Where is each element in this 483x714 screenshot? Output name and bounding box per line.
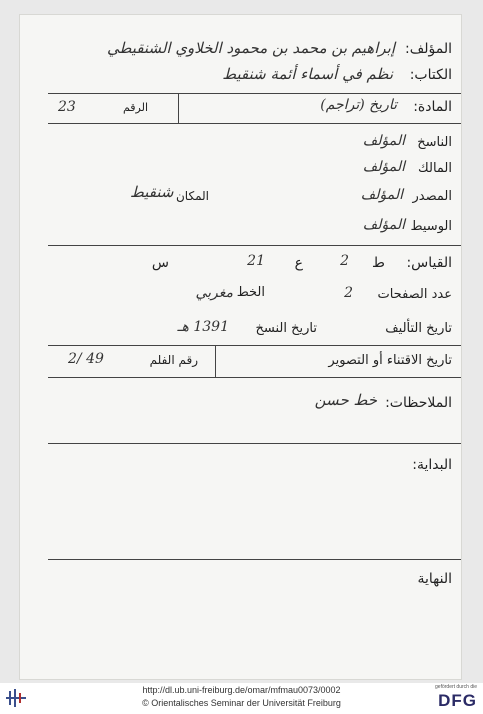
book-value: نظم في أسماء أئمة شنقيط: [222, 65, 393, 83]
author-label: المؤلف:: [405, 41, 452, 57]
place-value: شنقيط: [130, 183, 174, 201]
beginning-top-rule: [48, 443, 461, 444]
copy-date-value: 1391 هـ: [177, 319, 229, 335]
beginning-label: البداية:: [412, 457, 452, 473]
composition-date-label: تاريخ التأليف: [385, 321, 452, 336]
subject-bottom-rule: [48, 123, 461, 124]
copyist-label: الناسخ: [417, 135, 452, 150]
film-number-value: 2/ 49: [68, 351, 104, 367]
notes-value: خط حسن: [314, 391, 377, 409]
source-label: المصدر: [412, 189, 452, 204]
owner-value: المؤلف: [362, 159, 405, 175]
acquisition-divider: [215, 345, 216, 377]
copy-date-label: تاريخ النسخ: [255, 321, 317, 336]
number-label: الرقم: [122, 101, 148, 114]
notes-label: الملاحظات:: [385, 395, 452, 411]
dimension-t-value: 2: [340, 253, 349, 269]
acquisition-date-label: تاريخ الاقتناء أو التصوير: [328, 353, 452, 368]
footer-url-link[interactable]: http://dl.ub.uni-freiburg.de/omar/mfmau0073/0002: [142, 685, 341, 695]
catalog-card: [19, 14, 462, 680]
dimensions-label: القياس:: [406, 255, 452, 271]
subject-top-rule: [48, 93, 461, 94]
copyist-value: المؤلف: [362, 133, 405, 149]
dimension-s-label: س: [151, 255, 169, 271]
footer-copyright: © Orientalisches Seminar der Universität Freiburg: [142, 698, 341, 708]
end-top-rule: [48, 559, 461, 560]
pages-label: عدد الصفحات: [377, 287, 452, 302]
acquisition-top-rule: [48, 345, 461, 346]
place-label: المكان: [175, 189, 209, 203]
pages-value: 2: [344, 285, 353, 301]
end-label: النهاية: [417, 571, 452, 587]
dfg-logo: DFG: [438, 691, 477, 710]
subject-divider: [178, 93, 179, 123]
script-value: مغربي: [195, 285, 233, 301]
footer: [0, 683, 483, 714]
source-value: المؤلف: [360, 187, 403, 203]
owner-label: المالك: [418, 161, 452, 176]
subject-label: المادة:: [413, 99, 452, 115]
dimension-a-value: 21: [247, 253, 265, 269]
dimensions-top-rule: [48, 245, 461, 246]
intermediary-label: الوسيط: [410, 219, 452, 234]
author-value: إبراهيم بن محمد بن محمود الخلاوي الشنقيطي: [106, 39, 395, 57]
dfg-funding-note: gefördert durch die: [435, 684, 477, 690]
dimension-a-label: ع: [294, 255, 303, 271]
intermediary-value: المؤلف: [362, 217, 405, 233]
book-label: الكتاب:: [409, 67, 452, 83]
film-number-label: رقم الفلم: [149, 353, 198, 367]
subject-value: تاريخ (تراجم): [320, 97, 397, 113]
script-label: الخط: [236, 285, 265, 300]
acquisition-bottom-rule: [48, 377, 461, 378]
dimension-t-label: ط: [372, 255, 385, 271]
number-value: 23: [58, 99, 76, 115]
